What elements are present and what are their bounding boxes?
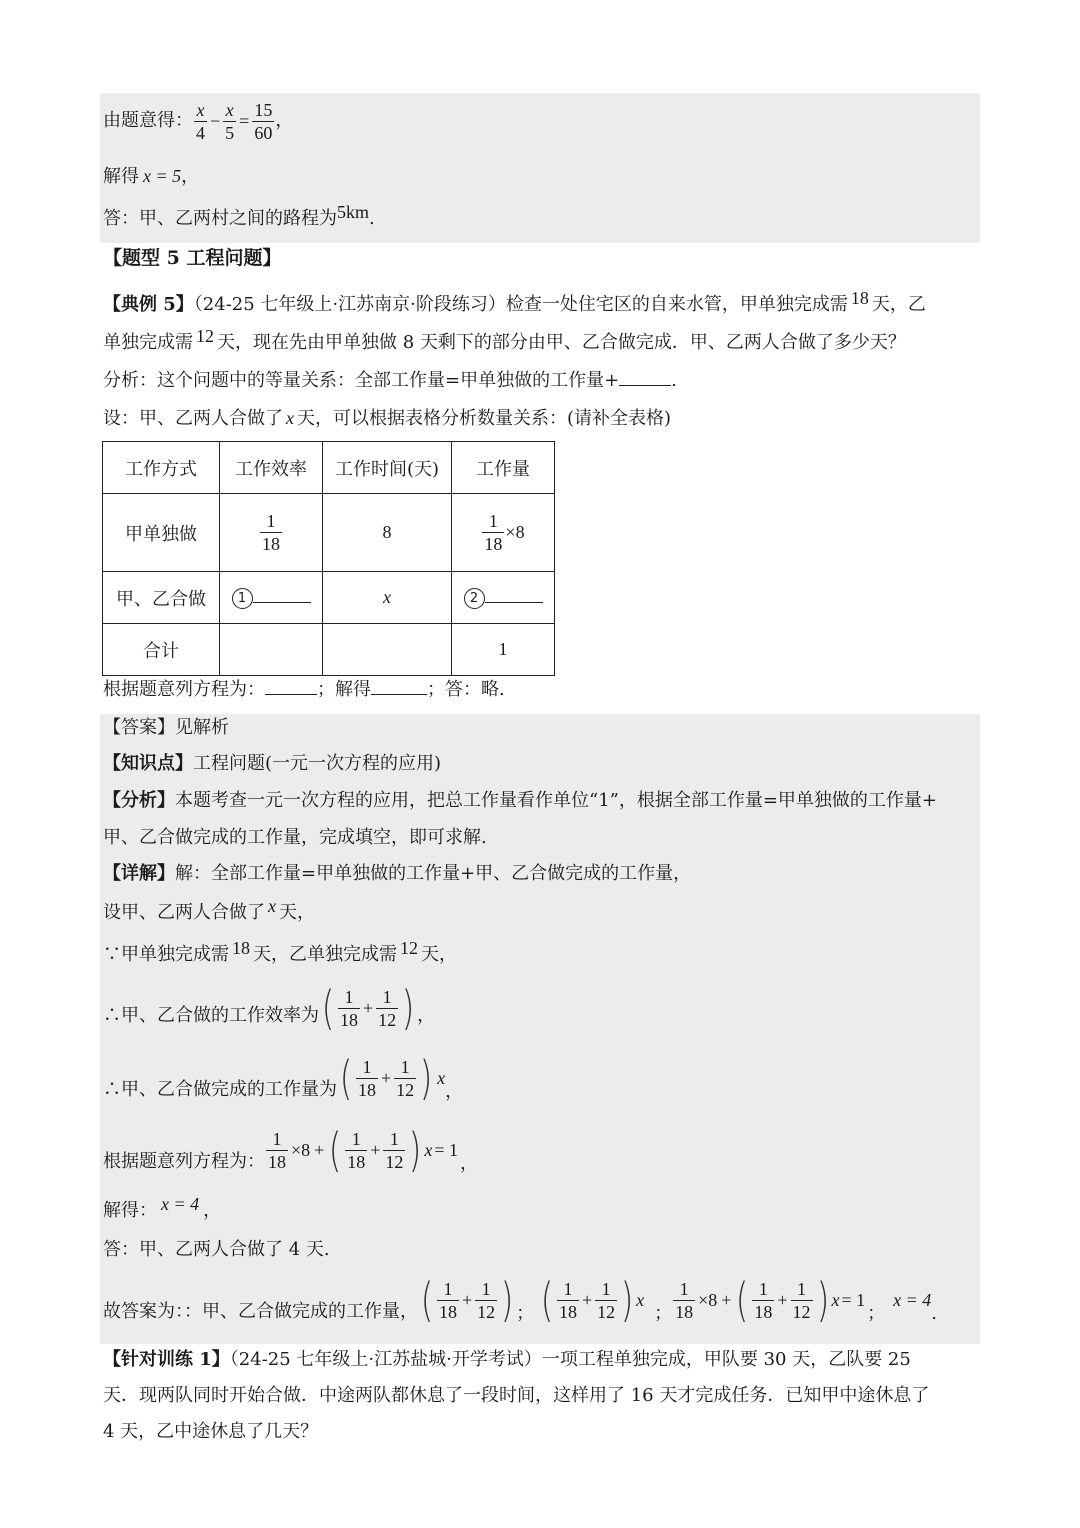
frac-x-over-4: $\frac{x}{4}$ xyxy=(196,99,205,143)
frac-x-over-5: $\frac{x}{5}$ xyxy=(225,99,235,143)
table-cell xyxy=(323,624,452,676)
table-row xyxy=(103,624,555,676)
prev-line-2: 解得 x = 5， xyxy=(103,166,200,187)
table-cell xyxy=(452,572,555,624)
table-cell: 合计 xyxy=(103,624,220,676)
example-line-4: 设：甲、乙两人合做了 x 天，可以根据表格分析数量关系：(请补全表格) xyxy=(103,408,672,429)
answer-line-5: 【详解】解：全部工作量=甲单独做的工作量+甲、乙合做完成的工作量， xyxy=(103,863,692,884)
example-line-1: 【典例 5】（24-25 七年级上·江苏南京·阶段练习）检查一处住宅区的自来水管，甲单独完成需 18 天，乙 xyxy=(103,288,926,315)
answer-line-1: 【答案】见解析 xyxy=(103,717,229,738)
prev-line-1: 由题意得： $\frac{x}{4}$ − $\frac{x}{5}$ = $\frac{15}{60}$ ， xyxy=(103,99,294,143)
answer-line-4: 甲、乙合做完成的工作量，完成填空，即可求解. xyxy=(103,827,487,848)
work-table xyxy=(102,441,555,676)
circled-number-1: 1 xyxy=(232,588,253,609)
table-cell: 1 xyxy=(452,624,555,676)
table-cell: 8 xyxy=(323,494,452,572)
answer-line-3: 【分析】本题考查一元一次方程的应用，把总工作量看作单位“1”，根据全部工作量=甲单独做的工作量+ xyxy=(103,790,938,811)
table-cell: $\frac{1}{18}$ xyxy=(220,494,323,572)
answer-line-7: ∵甲单独完成需 18 天，乙单独完成需 12 天， xyxy=(103,938,457,965)
table-cell xyxy=(220,572,323,624)
answer-line-13: 故答案为：：甲、乙合做完成的工作量， ( $\frac{1}{18}$ + $\frac{1}{12}$ ) ； ( $\frac{1}{18}$ + $\frac{1}{12}$ ) x ； $\frac{1}{18}$ ×8 + ( $\frac{1}{18}$ + $\frac{1}{12}$ ) x = 1；x = 4. xyxy=(103,1273,938,1327)
example-line-2: 单独完成需 12 天，现在先由甲单独做 8 天剩下的部分由甲、乙合做完成．甲、乙两人合做了多少天？ xyxy=(103,326,906,353)
answer-line-10: 根据题意列方程为： $\frac{1}{18}$ ×8 + ( $\frac{1}{18}$ + $\frac{1}{12}$ ) x = 1， xyxy=(103,1123,479,1177)
table-header: 工作方式 xyxy=(103,442,220,494)
table-cell xyxy=(220,624,323,676)
frac-15-over-60: $\frac{15}{60}$ xyxy=(254,99,273,143)
example-line-3: 分析：这个问题中的等量关系：全部工作量=甲单独做的工作量+ . xyxy=(103,370,677,391)
table-row xyxy=(103,572,555,624)
circled-number-2: 2 xyxy=(464,588,485,609)
training-line-1: 【针对训练 1】（24-25 七年级上·江苏盐城·开学考试）一项工程单独完成，甲队要 30 天，乙队要 25 xyxy=(103,1349,911,1370)
section-title: 【题型 5 工程问题】 xyxy=(103,247,282,269)
table-header: 工作时间(天) xyxy=(323,442,452,494)
table-header: 工作量 xyxy=(452,442,555,494)
answer-line-8: ∴甲、乙合做的工作效率为 ( $\frac{1}{18}$ + $\frac{1}{12}$ ) ， xyxy=(103,981,436,1035)
prev-line-3: 答：甲、乙两村之间的路程为5km. xyxy=(103,202,375,229)
table-cell: 甲、乙合做 xyxy=(103,572,220,624)
table-cell: x xyxy=(323,572,452,624)
answer-line-2: 【知识点】工程问题(一元一次方程的应用) xyxy=(103,753,442,774)
answer-line-11: 解得： x = 4 ， xyxy=(103,1194,222,1221)
answer-line-6: 设甲、乙两人合做了 x 天， xyxy=(103,896,315,923)
answer-line-9: ∴甲、乙合做完成的工作量为 ( $\frac{1}{18}$ + $\frac{1}{12}$ ) x ， xyxy=(103,1051,464,1105)
table-row xyxy=(103,442,555,494)
table-cell: $\frac{1}{18}$ ×8 xyxy=(452,494,555,572)
training-line-2: 天．现两队同时开始合做．中途两队都休息了一段时间，这样用了 16 天才完成任务．已知甲中途休息了 xyxy=(103,1385,930,1406)
blank-fill xyxy=(619,369,671,386)
training-line-3: 4 天，乙中途休息了几天？ xyxy=(103,1421,319,1442)
after-table-line: 根据题意列方程为： ；解得 ；答：略. xyxy=(103,679,505,700)
table-row xyxy=(103,494,555,572)
table-header: 工作效率 xyxy=(220,442,323,494)
answer-line-12: 答：甲、乙两人合做了 4 天. xyxy=(103,1239,330,1260)
table-cell: 甲单独做 xyxy=(103,494,220,572)
prev-l1-prefix: 由题意得： xyxy=(103,110,193,131)
